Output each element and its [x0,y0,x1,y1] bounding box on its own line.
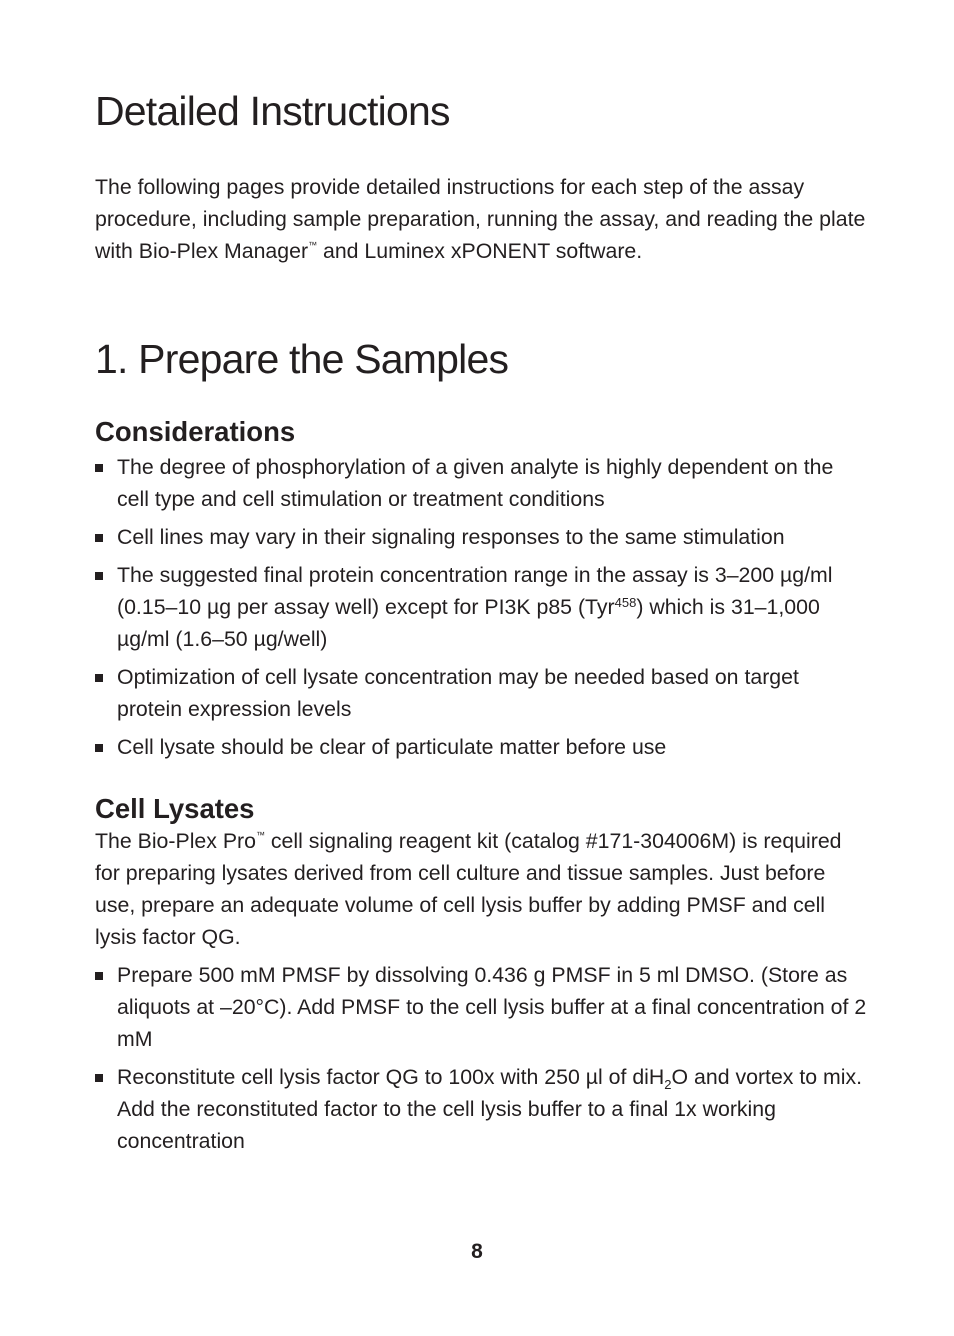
list-item [95,1061,867,1157]
considerations-heading: Considerations [95,416,296,447]
page-number: 8 [471,1240,483,1263]
intro-text-end: and Luminex xPONENT software. [317,239,643,263]
trademark-symbol: ™ [255,830,265,840]
considerations-list [95,451,867,763]
bullet-icon [95,464,103,472]
intro-text: The following pages provide detailed instructions for each step of the assay procedure, including sample preparation, running the assay, and reading the plate with Bio-Plex Manager [95,175,866,263]
considerations-section [95,416,867,769]
paragraph-text: The Bio-Plex Pro [95,829,256,853]
superscript: 458 [614,595,637,610]
page-title: Detailed Instructions [95,88,450,134]
intro-paragraph [95,171,867,267]
list-item [95,451,867,515]
bullet-icon [95,674,103,682]
list-item-text: Cell lines may vary in their signaling responses to the same stimulation [117,525,785,549]
trademark-symbol: ™ [308,240,318,250]
cell-lysates-list [95,959,867,1157]
list-item-text: The degree of phosphorylation of a given analyte is highly dependent on the cell type and cell stimulation or treatment conditions [117,455,834,511]
bullet-icon [95,744,103,752]
list-item [95,521,867,553]
bullet-icon [95,972,103,980]
list-item [95,661,867,725]
list-item-text-end: ) which is 31–1,000 µg/ml (1.6–50 µg/well) [117,595,820,651]
cell-lysates-heading: Cell Lysates [95,793,255,824]
list-item [95,959,867,1055]
list-item-text: Reconstitute cell lysis factor QG to 100x with 250 µl of diH [117,1065,665,1089]
list-item-text: Optimization of cell lysate concentration may be needed based on target protein expression levels [117,665,799,721]
cell-lysates-paragraph [95,825,867,953]
list-item [95,559,867,655]
paragraph-text-end: cell signaling reagent kit (catalog #171-304006M) is required for preparing lysates derived from cell culture and tissue samples. Just before use, prepare an adequate volume of cell lysis buffer by adding PMSF and cell lysis factor QG. [95,829,842,949]
bullet-icon [95,572,103,580]
bullet-icon [95,1074,103,1082]
list-item-text: Cell lysate should be clear of particulate matter before use [117,735,667,759]
list-item-text: Prepare 500 mM PMSF by dissolving 0.436 g PMSF in 5 ml DMSO. (Store as aliquots at –20°C). Add PMSF to the cell lysis buffer at a final concentration of 2 mM [117,963,867,1051]
list-item [95,731,867,763]
bullet-icon [95,534,103,542]
section-title: 1. Prepare the Samples [95,336,509,382]
list-item-text-end: O and vortex to mix. Add the reconstituted factor to the cell lysis buffer to a final 1x working concentration [117,1065,863,1153]
subscript: 2 [664,1077,672,1092]
cell-lysates-section [95,793,867,1163]
list-item-text: The suggested final protein concentration range in the assay is 3–200 µg/ml (0.15–10 µg per assay well) except for PI3K p85 (Tyr [117,563,833,619]
